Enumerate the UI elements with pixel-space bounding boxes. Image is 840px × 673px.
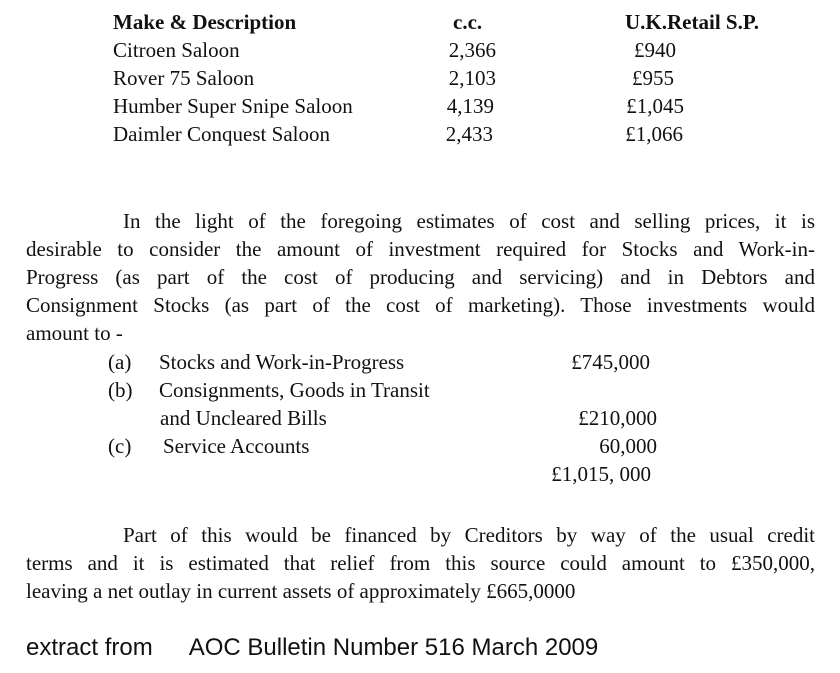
paragraph-investment [26, 207, 815, 347]
source-citation [26, 633, 598, 663]
item-amount: £745,000 [571, 350, 650, 374]
row-cc: 2,366 [448, 38, 496, 62]
paragraph-line: terms and it is estimated that relief from this source could amount to £350,000, [26, 551, 815, 575]
item-amount: 60,000 [599, 434, 657, 458]
item-amount: £210,000 [578, 406, 657, 430]
row-make: Daimler Conquest Saloon [113, 122, 330, 146]
item-text: Stocks and Work-in-Progress [159, 350, 405, 374]
paragraph-line: In the light of the foregoing estimates of cost and selling prices, it is [123, 209, 815, 233]
header-price: U.K.Retail S.P. [625, 10, 759, 34]
row-cc: 2,103 [448, 66, 496, 90]
paragraph-line: Part of this would be financed by Creditors by way of the usual credit [123, 523, 815, 547]
item-label: (a) [108, 350, 132, 374]
row-price: £1,066 [625, 122, 683, 146]
item-text: Service Accounts [163, 434, 310, 458]
row-cc: 4,139 [446, 94, 494, 118]
item-label: (b) [108, 378, 133, 402]
paragraph-line: desirable to consider the amount of investment required for Stocks and Work-in- [26, 237, 815, 261]
investment-total: £1,015, 000 [551, 462, 651, 486]
header-cc: c.c. [453, 10, 483, 34]
row-price: £1,045 [626, 94, 684, 118]
item-text-continued: and Uncleared Bills [160, 406, 327, 430]
paragraph-line: Consignment Stocks (as part of the cost of marketing). Those investments would [26, 293, 815, 317]
paragraph-financing [26, 521, 815, 605]
row-make: Rover 75 Saloon [113, 66, 255, 90]
paragraph-line: leaving a net outlay in current assets of approximately £665,0000 [26, 579, 576, 603]
item-label: (c) [108, 434, 132, 458]
item-text: Consignments, Goods in Transit [159, 378, 430, 402]
source-title: AOC Bulletin Number 516 March 2009 [188, 634, 599, 661]
row-price: £940 [634, 38, 676, 62]
row-make: Citroen Saloon [113, 38, 240, 62]
source-prefix: extract from [26, 634, 153, 661]
row-price: £955 [632, 66, 674, 90]
row-cc: 2,433 [445, 122, 493, 146]
header-make: Make & Description [113, 10, 297, 34]
row-make: Humber Super Snipe Saloon [113, 94, 353, 118]
paragraph-line: Progress (as part of the cost of producing and servicing) and in Debtors and [26, 265, 815, 289]
paragraph-line: amount to - [26, 321, 123, 345]
